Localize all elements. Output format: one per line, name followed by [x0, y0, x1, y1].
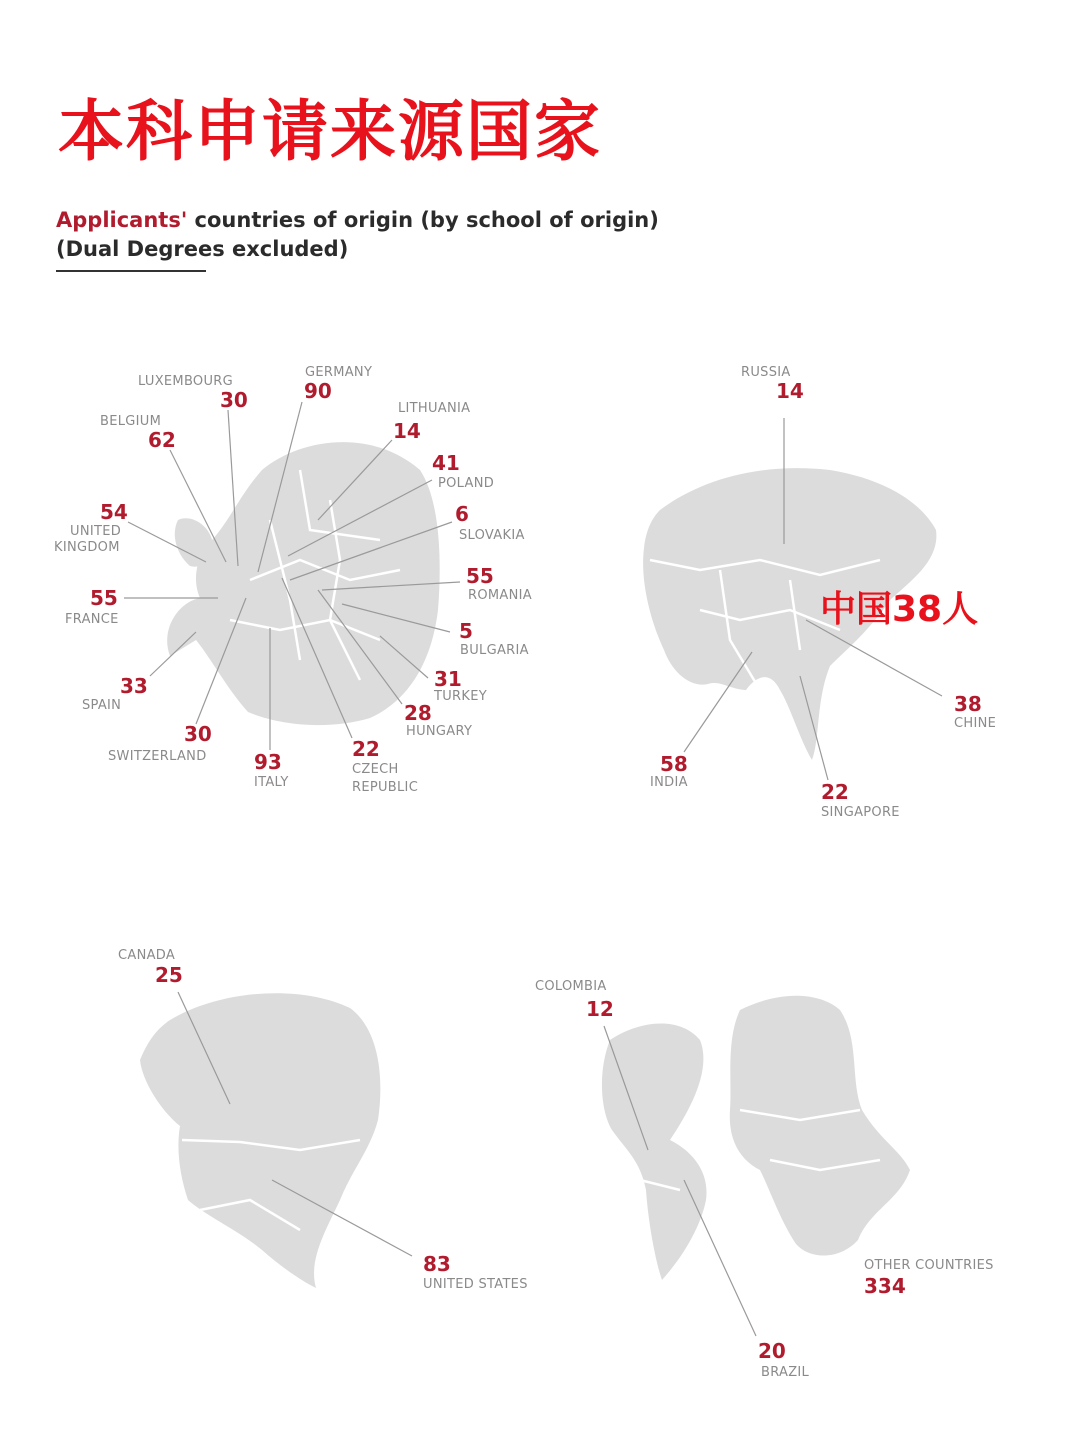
label-czech-2: REPUBLIC	[352, 780, 419, 795]
label-romania: ROMANIA	[468, 588, 532, 603]
value-india: 58	[660, 752, 688, 776]
value-colombia: 12	[586, 997, 614, 1021]
label-china: CHINE	[954, 716, 997, 731]
value-lithuania: 14	[393, 419, 421, 443]
value-switzerland: 30	[184, 722, 212, 746]
subtitle-line1: countries of origin (by school of origin)	[187, 208, 659, 232]
world-map	[602, 996, 910, 1280]
label-usa: UNITED STATES	[423, 1277, 528, 1292]
subtitle-line2: (Dual Degrees excluded)	[56, 237, 349, 261]
value-spain: 33	[120, 674, 148, 698]
value-canada: 25	[155, 963, 183, 987]
value-france: 55	[90, 586, 118, 610]
label-other-countries: OTHER COUNTRIES	[864, 1258, 994, 1273]
value-czech: 22	[352, 737, 380, 761]
label-germany: GERMANY	[305, 365, 373, 380]
value-belgium: 62	[148, 428, 176, 452]
label-hungary: HUNGARY	[406, 724, 473, 739]
value-other-countries: 334	[864, 1274, 906, 1298]
label-switzerland: SWITZERLAND	[108, 749, 207, 764]
china-highlight: 中国38人	[820, 589, 979, 630]
label-belgium: BELGIUM	[100, 414, 162, 429]
leader-brazil	[684, 1180, 756, 1336]
label-poland: POLAND	[438, 476, 495, 491]
value-usa: 83	[423, 1252, 451, 1276]
value-italy: 93	[254, 750, 282, 774]
label-italy: ITALY	[254, 775, 289, 790]
value-germany: 90	[304, 379, 332, 403]
value-brazil: 20	[758, 1339, 786, 1363]
label-india: INDIA	[650, 775, 688, 790]
label-luxembourg: LUXEMBOURG	[138, 374, 233, 389]
value-russia: 14	[776, 379, 804, 403]
label-brazil: BRAZIL	[761, 1365, 810, 1380]
label-bulgaria: BULGARIA	[460, 643, 529, 658]
label-czech-1: CZECH	[352, 762, 399, 777]
value-bulgaria: 5	[459, 619, 473, 643]
europe-map	[167, 442, 440, 725]
north-america-map	[140, 993, 380, 1288]
value-turkey: 31	[434, 667, 462, 691]
value-luxembourg: 30	[220, 388, 248, 412]
value-uk: 54	[100, 500, 128, 524]
value-china: 38	[954, 692, 982, 716]
label-spain: SPAIN	[82, 698, 122, 713]
subtitle-accent: Applicants'	[56, 208, 188, 232]
label-turkey: TURKEY	[434, 689, 487, 704]
label-france: FRANCE	[65, 612, 119, 627]
value-poland: 41	[432, 451, 460, 475]
value-romania: 55	[466, 564, 494, 588]
label-canada: CANADA	[118, 948, 176, 963]
label-uk-2: KINGDOM	[54, 540, 120, 555]
label-colombia: COLOMBIA	[535, 979, 607, 994]
label-slovakia: SLOVAKIA	[459, 528, 525, 543]
label-uk-1: UNITED	[70, 524, 122, 539]
label-lithuania: LITHUANIA	[398, 401, 471, 416]
value-slovakia: 6	[455, 502, 469, 526]
value-singapore: 22	[821, 780, 849, 804]
label-russia: RUSSIA	[741, 365, 791, 380]
page-title: 本科申请来源国家	[58, 93, 602, 170]
value-hungary: 28	[404, 701, 432, 725]
label-singapore: SINGAPORE	[821, 805, 900, 820]
